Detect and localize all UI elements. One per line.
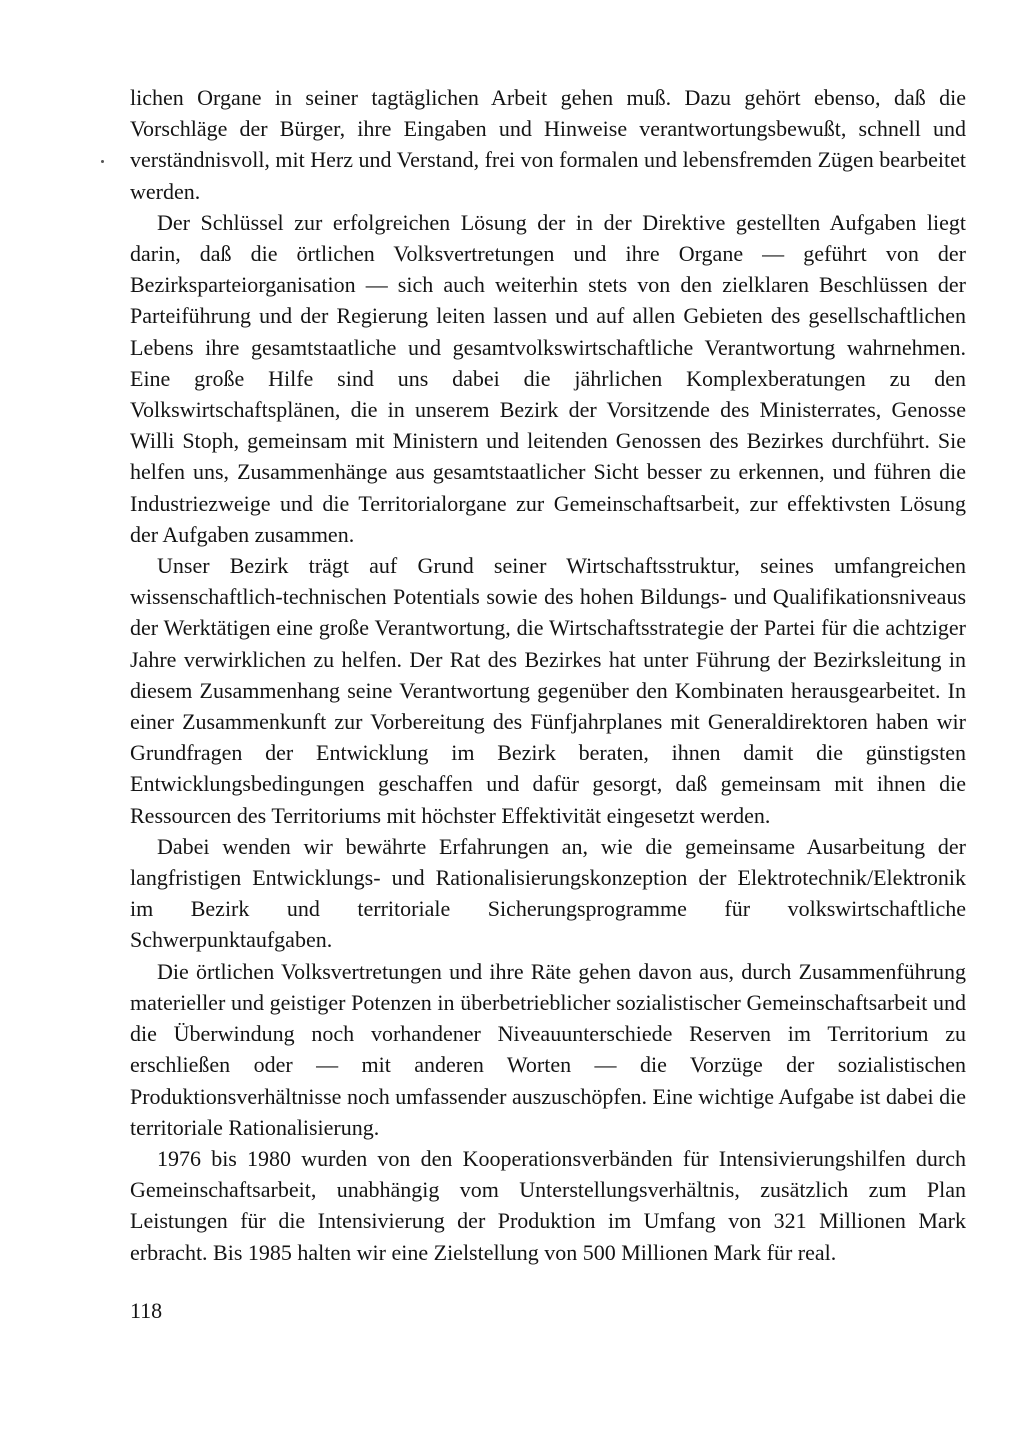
paragraph-5: Die örtlichen Volksvertretungen und ihre Räte gehen davon aus, durch Zusammenführung materieller und geistiger Potenzen in überbetrieblicher sozialistischer Gemeinschaftsarbeit und die Überwindung noch vorhandener Niveauunterschiede Reserven im Territorium zu erschließen oder — mit anderen Worten — die Vorzüge der sozialistischen Produktionsverhältnisse noch umfassender auszuschöpfen. Eine wichtige Aufgabe ist dabei die territoriale Rationalisierung. [130,958,966,1140]
paragraph-4: Dabei wenden wir bewährte Erfahrungen an, wie die gemeinsame Ausarbeitung der langfristigen Entwicklungs- und Rationalisierungskonzeption der Elektrotechnik/Elektronik im Bezirk und territoriale Sicherungsprogramme für volkswirtschaftliche Schwerpunktaufgaben. [130,833,966,953]
margin-dot [101,160,104,163]
paragraph-2: Der Schlüssel zur erfolgreichen Lösung der in der Direktive gestellten Aufgaben liegt darin, daß die örtlichen Volksvertretungen und ihre Organe — geführt von der Bezirksparteiorganisation — sich auch weiterhin stets von den zielklaren Beschlüssen der Parteiführung und der Regierung leiten lassen und auf allen Gebieten des gesellschaftlichen Lebens ihre gesamtstaatliche und gesamtvolkswirtschaftliche Verantwortung wahrnehmen. Eine große Hilfe sind uns dabei die jährlichen Komplexberatungen zu den Volkswirtschaftsplänen, die in unserem Bezirk der Vorsitzende des Ministerrates, Genosse Willi Stoph, gemeinsam mit Ministern und leitenden Genossen des Bezirkes durchführt. Sie helfen uns, Zusammenhänge aus gesamtstaatlicher Sicht besser zu erkennen, und führen die Industriezweige und die Territorialorgane zur Gemeinschaftsarbeit, zur effektivsten Lösung der Aufgaben zusammen. [130,209,966,547]
paragraph-6: 1976 bis 1980 wurden von den Kooperationsverbänden für Intensivierungshilfen durch Gemeinschaftsarbeit, unabhängig vom Unterstellungsverhältnis, zusätzlich zum Plan Leistungen für die Intensivierung der Produktion im Umfang von 321 Millionen Mark erbracht. Bis 1985 halten wir eine Zielstellung von 500 Millionen Mark für real. [130,1145,966,1265]
paragraph-3: Unser Bezirk trägt auf Grund seiner Wirtschaftsstruktur, seines umfangreichen wissenschaftlich-technischen Potentials sowie des hohen Bildungs- und Qualifikationsniveaus der Werktätigen eine große Verantwortung, die Wirtschaftsstrategie der Partei für die achtziger Jahre verwirklichen zu helfen. Der Rat des Bezirkes hat unter Führung der Bezirksleitung in diesem Zusammenhang seine Verantwortung gegenüber den Kombinaten herausgearbeitet. In einer Zusammenkunft zur Vorbereitung des Fünfjahrplanes mit Generaldirektoren haben wir Grundfragen der Entwicklung im Bezirk beraten, ihnen damit die günstigsten Entwicklungsbedingungen geschaffen und dafür gesorgt, daß gemeinsam mit ihnen die Ressourcen des Territoriums mit höchster Effektivität eingesetzt werden. [130,553,966,828]
page-number: 118 [130,1298,163,1323]
page-body [130,82,966,1268]
paragraph-1: lichen Organe in seiner tagtäglichen Arbeit gehen muß. Dazu gehört ebenso, daß die Vorschläge der Bürger, ihre Eingaben und Hinweise verantwortungsbewußt, schnell und verständnisvoll, mit Herz und Verstand, frei von formalen und lebensfremden Zügen bearbeitet werden. [130,85,966,204]
